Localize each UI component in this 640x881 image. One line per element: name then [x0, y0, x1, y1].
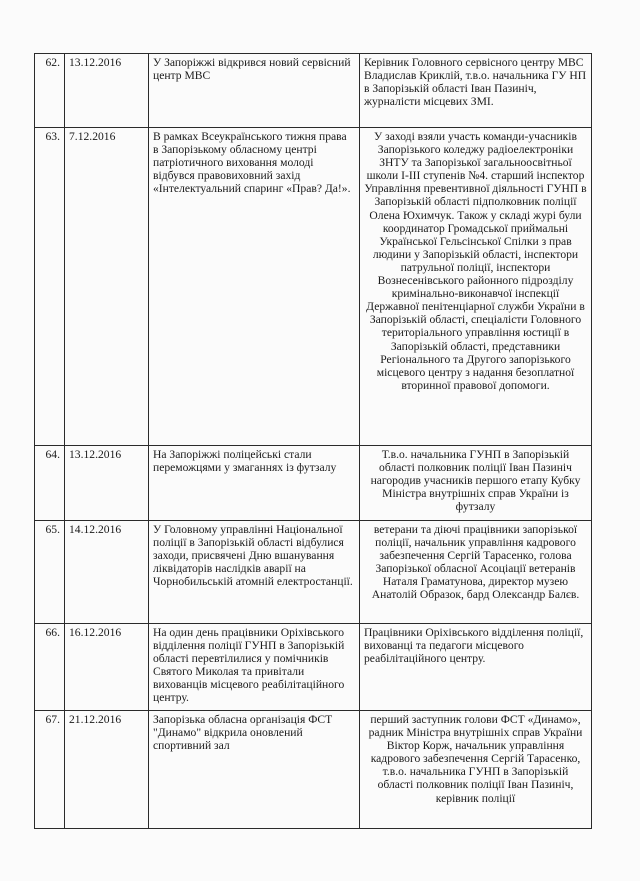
row-number: 64.: [35, 446, 65, 521]
table-row: [35, 624, 592, 711]
row-date: 14.12.2016: [65, 521, 149, 624]
row-event: На Запоріжжі поліцейські стали переможцями у змаганнях із футзалу: [149, 446, 360, 521]
row-participants: Керівник Головного сервісного центру МВС Владислав Криклій, т.в.о. начальника ГУ НП в Запорізькій області Іван Пазиніч, журналісти місцевих ЗМІ.: [360, 54, 592, 128]
row-event: У Запоріжжі відкрився новий сервісний центр МВС: [149, 54, 360, 128]
row-event: У Головному управлінні Національної поліції в Запорізькій області відбулися заходи, присвячені Дню вшанування ліквідаторів наслідків аварії на Чорнобильській атомній електростанції.: [149, 521, 360, 624]
events-table: [34, 53, 592, 829]
row-participants: Т.в.о. начальника ГУНП в Запорізькій області полковник поліції Іван Пазиніч нагородив учасників першого етапу Кубку Міністра внутрішніх справ України із футзалу: [360, 446, 592, 521]
table-row: [35, 711, 592, 829]
row-event: На один день працівники Оріхівського відділення поліції ГУНП в Запорізькій області перевтілилися у помічників Святого Миколая та привітали вихованців місцевого реабілітаційного центру.: [149, 624, 360, 711]
table-row: [35, 521, 592, 624]
table-row: [35, 446, 592, 521]
row-participants: У заході взяли участь команди-учасників Запорізького коледжу радіоелектроніки ЗНТУ та Запорізької загальноосвітньої школи І-ІІІ ступенів №4. старший інспектор Управління превентивної діяльності ГУНП в Запорізькій області підполковник поліції Олена Юхимчук. Також у складі журі були координатор Громадської приймальні Української Гельсінської Спілки з прав людини у Запорізькій області, інспектори патрульної поліції, інспектори Вознесенівського районного підрозділу кримінально-виконавчої інспекції Державної пенітенціарної служби України в Запорізькій області, спеціалісти Головного територіального управління юстиції в Запорізькій області, представники Регіонального та Другого запорізького місцевого центру з надання безоплатної вторинної правової допомоги.: [360, 128, 592, 446]
row-number: 65.: [35, 521, 65, 624]
row-event: Запорізька обласна організація ФСТ "Динамо" відкрила оновлений спортивний зал: [149, 711, 360, 829]
table-row: [35, 128, 592, 446]
table-row: [35, 54, 592, 128]
row-number: 66.: [35, 624, 65, 711]
row-event: В рамках Всеукраїнського тижня права в Запорізькому обласному центрі патріотичного виховання молоді відбувся правовиховний захід «Інтелектуальний спаринг «Прав? Да!».: [149, 128, 360, 446]
row-date: 7.12.2016: [65, 128, 149, 446]
row-participants: перший заступник голови ФСТ «Динамо», радник Міністра внутрішніх справ України Віктор Корж, начальник управління кадрового забезпечення Сергій Тарасенко, т.в.о. начальника ГУНП в Запорізькій області полковник поліції Іван Пазиніч, керівник поліції: [360, 711, 592, 829]
row-date: 13.12.2016: [65, 446, 149, 521]
row-number: 62.: [35, 54, 65, 128]
row-participants: ветерани та діючі працівники запорізької поліції, начальник управління кадрового забезпечення Сергій Тарасенко, голова Запорізької обласної Асоціації ветеранів Наталя Граматунова, директор музею Анатолій Образок, бард Олександр Балєв.: [360, 521, 592, 624]
row-date: 16.12.2016: [65, 624, 149, 711]
row-participants: Працівники Оріхівського відділення поліції, вихованці та педагоги місцевого реабілітаційного центру.: [360, 624, 592, 711]
row-date: 21.12.2016: [65, 711, 149, 829]
row-number: 63.: [35, 128, 65, 446]
row-date: 13.12.2016: [65, 54, 149, 128]
row-number: 67.: [35, 711, 65, 829]
